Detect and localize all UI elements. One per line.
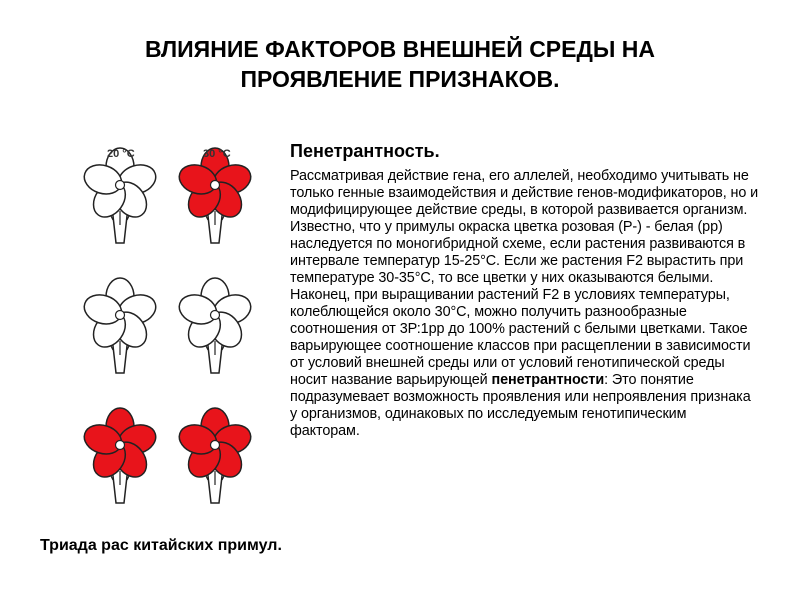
flower-center xyxy=(211,311,220,320)
flower-center xyxy=(116,181,125,190)
temp-label-20: 20 °C xyxy=(107,148,135,160)
title-line-1: ВЛИЯНИЕ ФАКТОРОВ ВНЕШНЕЙ СРЕДЫ НА xyxy=(144,36,656,62)
page-title xyxy=(0,34,800,94)
flower-center xyxy=(116,441,125,450)
text-block xyxy=(290,140,760,440)
flower-red-r3-right xyxy=(175,408,254,503)
flower-red-r3-left xyxy=(80,408,159,503)
flower-center xyxy=(211,181,220,190)
flower-white-r2-right xyxy=(175,278,254,373)
flower-center xyxy=(116,311,125,320)
figure-caption: Триада рас китайских примул. xyxy=(40,537,282,554)
term-penetrance: пенетрантности xyxy=(491,372,605,388)
flower-white-r2-left xyxy=(80,278,159,373)
body-text-end: : Это понятие подразумевает возможность проявления или непроявления признака у организмов, одинаковых по исследуемым генотипическим факторам. xyxy=(290,372,751,439)
flower-center xyxy=(211,441,220,450)
body-text-start: Рассматривая действие гена, его аллелей, необходимо учитывать не только генные взаимодействия и действие генов-модификаторов, но и модифицирующее действие среды, в которой развивается организм. Известно, что у примулы окраска цветка розовая (Р-) - белая (рр) наследуется по моногибридной схеме, если растения развиваются в интервале температур 15-25°С. Если же растения F2 вырастить при температуре 30-35°С, то все цветки у них оказываются белыми. Наконец, при выращивании растений F2 в условиях температуры, колеблющейся около 30°С, можно получить разнообразные соотношения от 3Р:1рр до 100% растений с белыми цветками. Такое варьирующее соотношение классов при расщеплении в зависимости от условий внешней среды или от условий генотипической среды носит название варьирующей xyxy=(290,168,759,388)
section-heading: Пенетрантность. xyxy=(290,141,440,161)
flower-red-r1-right xyxy=(175,148,254,243)
primula-figure xyxy=(75,140,285,510)
flower-grid xyxy=(75,140,285,510)
title-line-2: ПРОЯВЛЕНИЕ ПРИЗНАКОВ. xyxy=(240,66,560,92)
flower-white-r1-left xyxy=(80,148,159,243)
body-paragraph xyxy=(290,168,760,440)
temp-label-30: 30 °C xyxy=(203,148,231,160)
